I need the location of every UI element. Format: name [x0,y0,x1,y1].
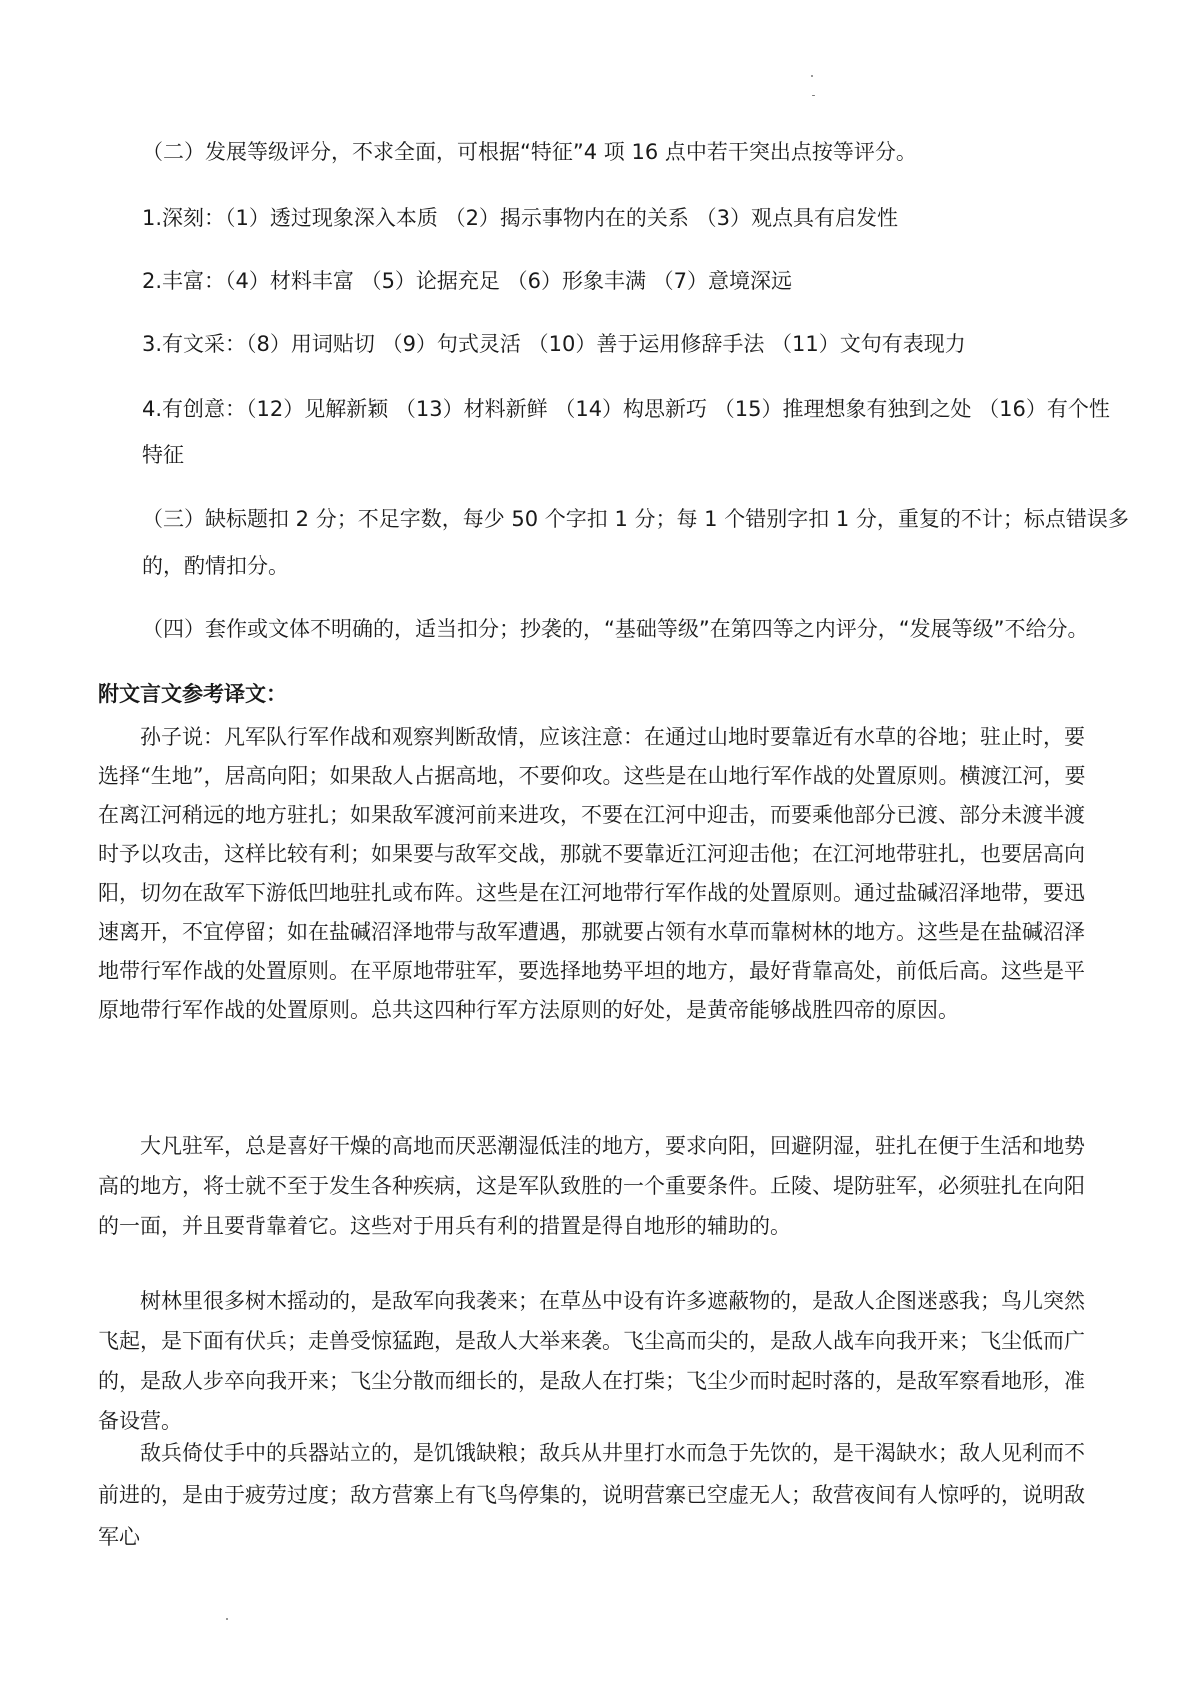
translation-paragraph [98,1281,1103,1433]
translation-paragraph-text: 孙子说：凡军队行军作战和观察判断敌情，应该注意：在通过山地时要靠近有水草的谷地；驻止时，要选择“生地”，居高向阳；如果敌人占据高地，不要仰攻。这些是在山地行军作战的处置原则。横渡江河，要在离江河稍远的地方驻扎；如果敌军渡河前来进攻，不要在江河中迎击，而要乘他部分已渡、部分未渡半渡时予以攻击，这样比较有利；如果要与敌军交战，那就不要靠近江河迎击他；在江河地带驻扎，也要居高向阳，切勿在敌军下游低凹地驻扎或布阵。这些是在江河地带行军作战的处置原则。通过盐碱沼泽地带，要迅速离开，不宜停留；如在盐碱沼泽地带与敌军遭遇，那就要占领有水草而靠树林的地方。这些是在盐碱沼泽地带行军作战的处置原则。在平原地带驻军，要选择地势平坦的地方，最好背靠高处，前低后高。这些是平原地带行军作战的处置原则。总共这四种行军方法原则的好处，是黄帝能够战胜四帝的原因。 [98,725,1086,1022]
translation-heading: 附文言文参考译文： [98,682,287,706]
grading-item-creativity: 4.有创意：（12）见解新颖 （13）材料新鲜 （14）构思新巧 （15）推理想象有独到之处 （16）有个性 [142,397,1110,421]
grading-item-creativity-cont: 特征 [142,443,184,467]
scan-speck [812,95,815,96]
grading-item-literary-grace: 3.有文采：（8）用词贴切 （9）句式灵活 （10）善于运用修辞手法 （11）文句有表现力 [142,332,966,356]
grading-section-3: （三）缺标题扣 2 分；不足字数，每少 50 个字扣 1 分；每 1 个错别字扣 1 分，重复的不计；标点错误多 [142,507,1129,531]
grading-item-richness: 2.丰富：（4）材料丰富 （5）论据充足 （6）形象丰满 （7）意境深远 [142,269,793,293]
translation-paragraph-text: 敌兵倚仗手中的兵器站立的，是饥饿缺粮；敌兵从井里打水而急于先饮的，是干渴缺水；敌人见利而不前进的，是由于疲劳过度；敌方营寨上有飞鸟停集的，说明营寨已空虚无人；敌营夜间有人惊呼的，说明敌军心 [98,1441,1085,1549]
scan-speck [226,1618,228,1620]
translation-paragraph [98,1126,1103,1248]
grading-section-2: （二）发展等级评分，不求全面，可根据“特征”4 项 16 点中若干突出点按等评分。 [142,140,917,164]
grading-section-3-cont: 的，酌情扣分。 [142,554,289,578]
grading-item-depth: 1.深刻：（1）透过现象深入本质 （2）揭示事物内在的关系 （3）观点具有启发性 [142,206,898,230]
translation-paragraph [98,1432,1103,1549]
translation-paragraph [98,718,1103,1072]
translation-paragraph-text: 树林里很多树木摇动的，是敌军向我袭来；在草丛中设有许多遮蔽物的，是敌人企图迷惑我；鸟儿突然飞起，是下面有伏兵；走兽受惊猛跑，是敌人大举来袭。飞尘高而尖的，是敌人战车向我开来；飞尘低而广的，是敌人步卒向我开来；飞尘分散而细长的，是敌人在打柴；飞尘少而时起时落的，是敌军察看地形，准备设营。 [98,1289,1085,1433]
grading-section-4: （四）套作或文体不明确的，适当扣分；抄袭的，“基础等级”在第四等之内评分，“发展等级”不给分。 [142,617,1089,641]
translation-paragraph-text: 大凡驻军，总是喜好干燥的高地而厌恶潮湿低洼的地方，要求向阳，回避阴湿，驻扎在便于生活和地势高的地方，将士就不至于发生各种疾病，这是军队致胜的一个重要条件。丘陵、堤防驻军，必须驻扎在向阳的一面，并且要背靠着它。这些对于用兵有利的措置是得自地形的辅助的。 [98,1134,1085,1238]
scan-speck [811,75,813,77]
